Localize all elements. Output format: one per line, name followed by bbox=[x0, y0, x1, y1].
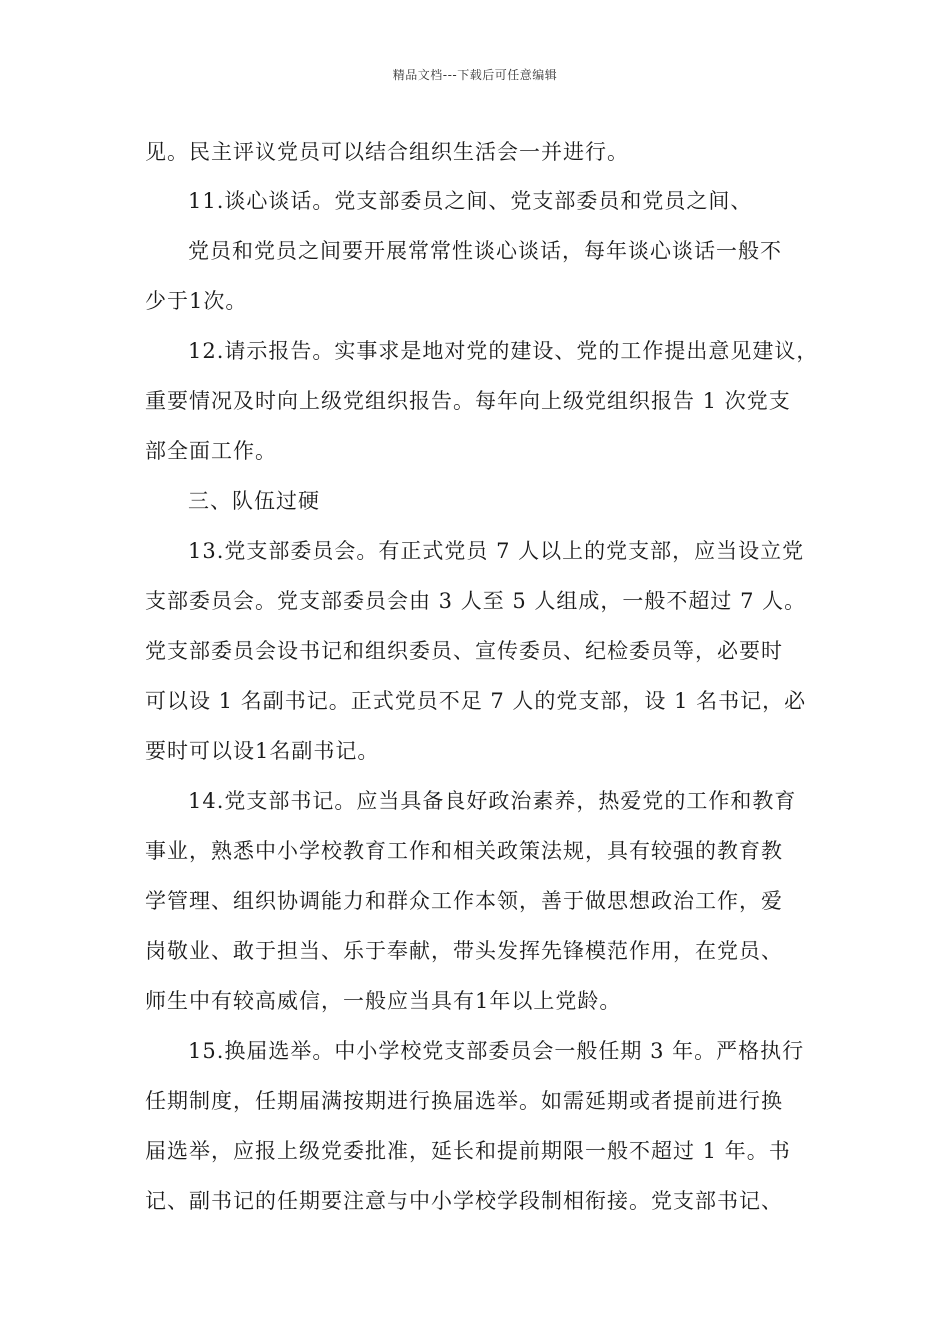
text-line: 党员和党员之间要开展常常性谈心谈话，每年谈心谈话一般不 bbox=[188, 239, 782, 263]
text-line: 要时可以设1名副书记。 bbox=[145, 739, 380, 763]
text-line: 14.党支部书记。应当具备良好政治素养，热爱党的工作和教育 bbox=[188, 789, 797, 813]
text-line: 13.党支部委员会。有正式党员 7 人以上的党支部，应当设立党 bbox=[188, 539, 805, 563]
text-line: 师生中有较高威信，一般应当具有1年以上党龄。 bbox=[145, 989, 622, 1013]
text-line: 记、副书记的任期要注意与中小学校学段制相衔接。党支部书记、 bbox=[145, 1189, 783, 1213]
text-line: 事业，熟悉中小学校教育工作和相关政策法规，具有较强的教育教 bbox=[145, 839, 783, 863]
page-header: 精品文档---下载后可任意编辑 bbox=[392, 68, 558, 82]
text-line: 重要情况及时向上级党组织报告。每年向上级党组织报告 1 次党支 bbox=[145, 389, 791, 413]
text-line: 11.谈心谈话。党支部委员之间、党支部委员和党员之间、 bbox=[188, 189, 753, 213]
section-heading: 三、队伍过硬 bbox=[188, 489, 320, 513]
text-line: 15.换届选举。中小学校党支部委员会一般任期 3 年。严格执行 bbox=[188, 1039, 805, 1063]
text-line: 学管理、组织协调能力和群众工作本领，善于做思想政治工作，爱 bbox=[145, 889, 783, 913]
text-line: 岗敬业、敢于担当、乐于奉献，带头发挥先锋模范作用，在党员、 bbox=[145, 939, 783, 963]
text-line: 12.请示报告。实事求是地对党的建设、党的工作提出意见建议， bbox=[188, 339, 819, 363]
text-line: 可以设 1 名副书记。正式党员不足 7 人的党支部，设 1 名书记，必 bbox=[145, 689, 807, 713]
text-line: 支部委员会。党支部委员会由 3 人至 5 人组成，一般不超过 7 人。 bbox=[145, 589, 807, 613]
text-line: 见。民主评议党员可以结合组织生活会一并进行。 bbox=[145, 140, 629, 164]
text-line: 届选举，应报上级党委批准，延长和提前期限一般不超过 1 年。书 bbox=[145, 1139, 791, 1163]
text-line: 部全面工作。 bbox=[145, 439, 277, 463]
text-line: 党支部委员会设书记和组织委员、宣传委员、纪检委员等，必要时 bbox=[145, 639, 783, 663]
text-line: 任期制度，任期届满按期进行换届选举。如需延期或者提前进行换 bbox=[145, 1089, 783, 1113]
text-line: 少于1次。 bbox=[145, 289, 248, 313]
